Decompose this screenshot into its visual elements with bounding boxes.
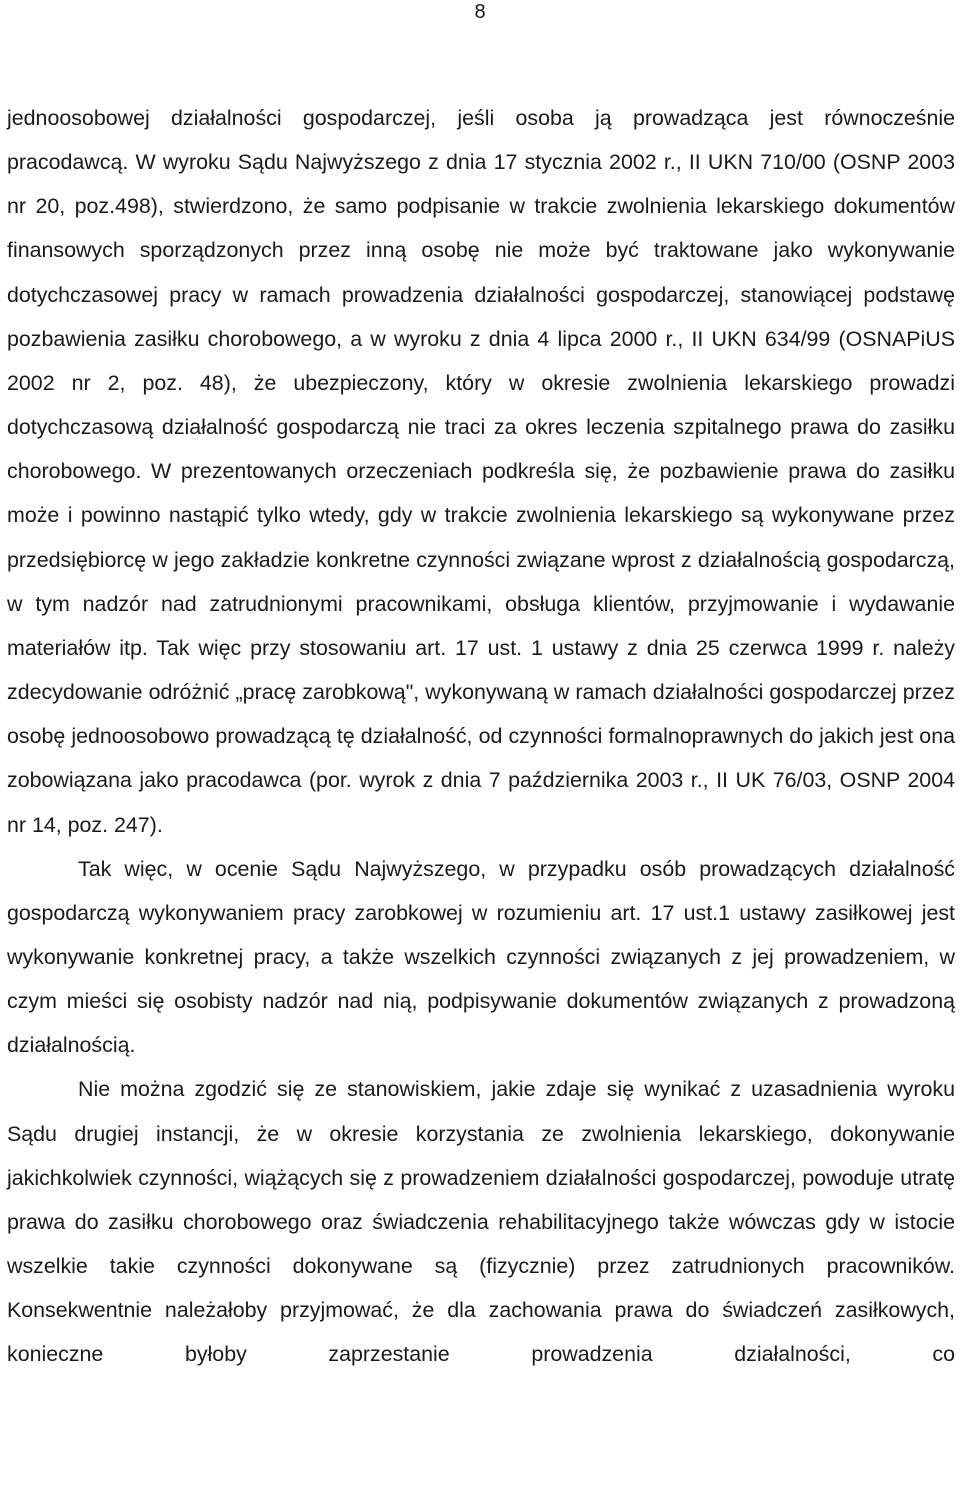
document-body (7, 96, 955, 1377)
paragraph-1: jednoosobowej działalności gospodarczej, jeśli osoba ją prowadząca jest równocześnie pracodawcą. W wyroku Sądu Najwyższego z dnia 17 stycznia 2002 r., II UKN 710/00 (OSNP 2003 nr 20, poz.498), stwierdzono, że samo podpisanie w trakcie zwolnienia lekarskiego dokumentów finansowych sporządzonych przez inną osobę nie może być traktowane jako wykonywanie dotychczasowej pracy w ramach prowadzenia działalności gospodarczej, stanowiącej podstawę pozbawienia zasiłku chorobowego, a w wyroku z dnia 4 lipca 2000 r., II UKN 634/99 (OSNAPiUS 2002 nr 2, poz. 48), że ubezpieczony, który w okresie zwolnienia lekarskiego prowadzi dotychczasową działalność gospodarczą nie traci za okres leczenia szpitalnego prawa do zasiłku chorobowego. W prezentowanych orzeczeniach podkreśla się, że pozbawienie prawa do zasiłku może i powinno nastąpić tylko wtedy, gdy w trakcie zwolnienia lekarskiego są wykonywane przez przedsiębiorcę w jego zakładzie konkretne czynności związane wprost z działalnością gospodarczą, w tym nadzór nad zatrudnionymi pracownikami, obsługa klientów, przyjmowanie i wydawanie materiałów itp. Tak więc przy stosowaniu art. 17 ust. 1 ustawy z dnia 25 czerwca 1999 r. należy zdecydowanie odróżnić „pracę zarobkową", wykonywaną w ramach działalności gospodarczej przez osobę jednoosobowo prowadzącą tę działalność, od czynności formalnoprawnych do jakich jest ona zobowiązana jako pracodawca (por. wyrok z dnia 7 października 2003 r., II UK 76/03, OSNP 2004 nr 14, poz. 247). (7, 106, 955, 837)
page-number: 8 (474, 1, 486, 23)
paragraph-3: Nie można zgodzić się ze stanowiskiem, jakie zdaje się wynikać z uzasadnienia wyroku Sądu drugiej instancji, że w okresie korzystania ze zwolnienia lekarskiego, dokonywanie jakichkolwiek czynności, wiążących się z prowadzeniem działalności gospodarczej, powoduje utratę prawa do zasiłku chorobowego oraz świadczenia rehabilitacyjnego także wówczas gdy w istocie wszelkie takie czynności dokonywane są (fizycznie) przez zatrudnionych pracowników. Konsekwentnie należałoby przyjmować, że dla zachowania prawa do świadczeń zasiłkowych, konieczne byłoby zaprzestanie prowadzenia działalności, co (7, 1077, 955, 1367)
paragraph-2: Tak więc, w ocenie Sądu Najwyższego, w przypadku osób prowadzących działalność gospodarczą wykonywaniem pracy zarobkowej w rozumieniu art. 17 ust.1 ustawy zasiłkowej jest wykonywanie konkretnej pracy, a także wszelkich czynności związanych z jej prowadzeniem, w czym mieści się osobisty nadzór nad nią, podpisywanie dokumentów związanych z prowadzoną działalnością. (7, 856, 955, 1058)
